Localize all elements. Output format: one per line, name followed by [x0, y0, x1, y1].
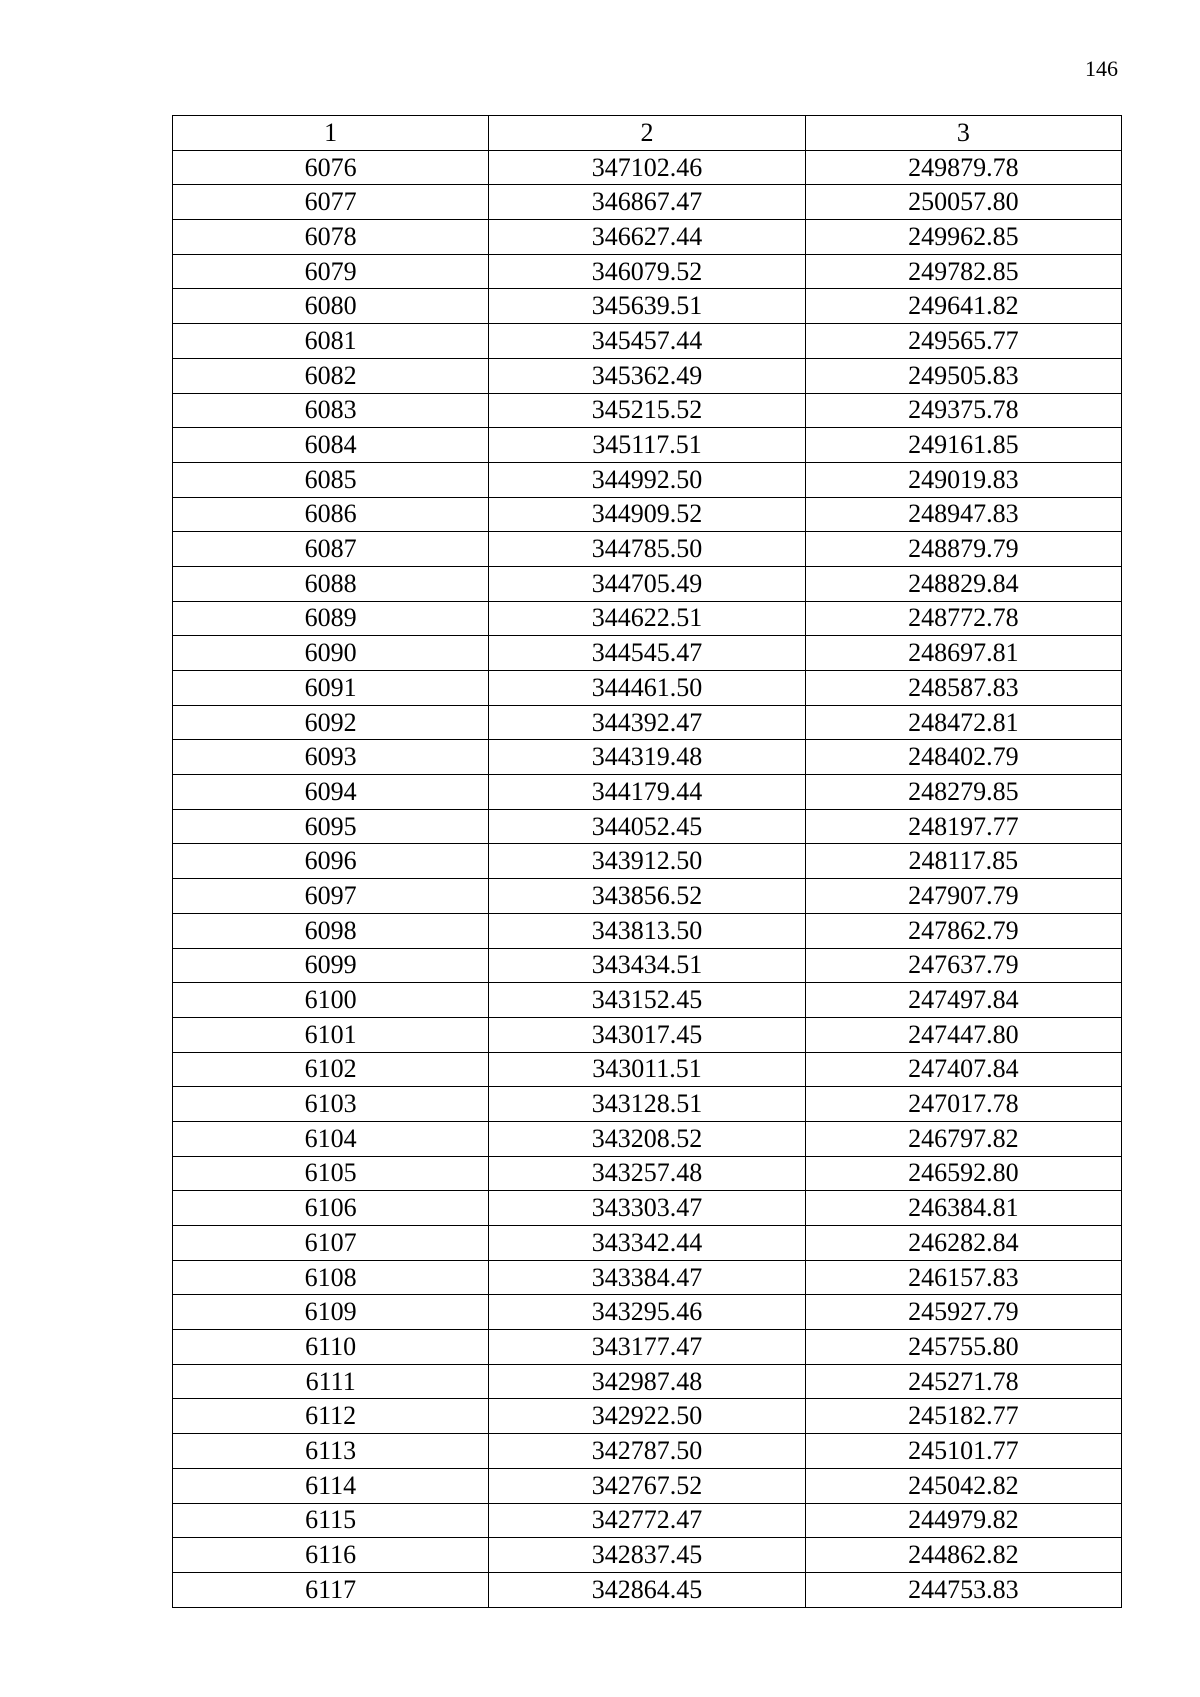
y-coordinate-cell: 248587.83	[805, 671, 1121, 706]
point-number-cell: 6100	[173, 983, 489, 1018]
x-coordinate-cell: 344319.48	[489, 740, 805, 775]
y-coordinate-cell: 249019.83	[805, 462, 1121, 497]
point-number-cell: 6082	[173, 358, 489, 393]
table-row	[173, 809, 1122, 844]
table-row	[173, 1572, 1122, 1607]
y-coordinate-cell: 246384.81	[805, 1191, 1121, 1226]
table-row	[173, 220, 1122, 255]
x-coordinate-cell: 344909.52	[489, 497, 805, 532]
y-coordinate-cell: 245042.82	[805, 1468, 1121, 1503]
x-coordinate-cell: 344392.47	[489, 705, 805, 740]
y-coordinate-cell: 248279.85	[805, 775, 1121, 810]
point-number-cell: 6096	[173, 844, 489, 879]
y-coordinate-cell: 249641.82	[805, 289, 1121, 324]
column-header: 1	[173, 116, 489, 151]
x-coordinate-cell: 345362.49	[489, 358, 805, 393]
y-coordinate-cell: 246157.83	[805, 1260, 1121, 1295]
y-coordinate-cell: 247907.79	[805, 879, 1121, 914]
y-coordinate-cell: 248772.78	[805, 601, 1121, 636]
point-number-cell: 6093	[173, 740, 489, 775]
point-number-cell: 6099	[173, 948, 489, 983]
y-coordinate-cell: 248829.84	[805, 566, 1121, 601]
table-row	[173, 913, 1122, 948]
table-row	[173, 1399, 1122, 1434]
point-number-cell: 6094	[173, 775, 489, 810]
x-coordinate-cell: 343257.48	[489, 1156, 805, 1191]
table-row	[173, 324, 1122, 359]
table-row	[173, 1052, 1122, 1087]
y-coordinate-cell: 246282.84	[805, 1226, 1121, 1261]
table-row	[173, 1295, 1122, 1330]
table-row	[173, 844, 1122, 879]
y-coordinate-cell: 244979.82	[805, 1503, 1121, 1538]
x-coordinate-cell: 347102.46	[489, 150, 805, 185]
y-coordinate-cell: 245101.77	[805, 1434, 1121, 1469]
point-number-cell: 6105	[173, 1156, 489, 1191]
y-coordinate-cell: 249505.83	[805, 358, 1121, 393]
x-coordinate-cell: 344705.49	[489, 566, 805, 601]
table-row	[173, 1087, 1122, 1122]
point-number-cell: 6079	[173, 254, 489, 289]
point-number-cell: 6117	[173, 1572, 489, 1607]
x-coordinate-cell: 345215.52	[489, 393, 805, 428]
y-coordinate-cell: 245927.79	[805, 1295, 1121, 1330]
point-number-cell: 6109	[173, 1295, 489, 1330]
point-number-cell: 6086	[173, 497, 489, 532]
point-number-cell: 6076	[173, 150, 489, 185]
table-body	[173, 150, 1122, 1607]
x-coordinate-cell: 342767.52	[489, 1468, 805, 1503]
x-coordinate-cell: 343384.47	[489, 1260, 805, 1295]
table-row	[173, 636, 1122, 671]
y-coordinate-cell: 247862.79	[805, 913, 1121, 948]
y-coordinate-cell: 249962.85	[805, 220, 1121, 255]
y-coordinate-cell: 248402.79	[805, 740, 1121, 775]
y-coordinate-cell: 244862.82	[805, 1538, 1121, 1573]
table-row	[173, 1191, 1122, 1226]
x-coordinate-cell: 343434.51	[489, 948, 805, 983]
point-number-cell: 6084	[173, 428, 489, 463]
table-row	[173, 1121, 1122, 1156]
y-coordinate-cell: 248472.81	[805, 705, 1121, 740]
page-number: 146	[1085, 56, 1118, 81]
x-coordinate-cell: 342864.45	[489, 1572, 805, 1607]
table-row	[173, 1260, 1122, 1295]
table-row	[173, 1468, 1122, 1503]
x-coordinate-cell: 343177.47	[489, 1330, 805, 1365]
x-coordinate-cell: 342787.50	[489, 1434, 805, 1469]
table-row	[173, 948, 1122, 983]
y-coordinate-cell: 249879.78	[805, 150, 1121, 185]
x-coordinate-cell: 342922.50	[489, 1399, 805, 1434]
y-coordinate-cell: 248697.81	[805, 636, 1121, 671]
table-row	[173, 705, 1122, 740]
x-coordinate-cell: 343813.50	[489, 913, 805, 948]
point-number-cell: 6091	[173, 671, 489, 706]
x-coordinate-cell: 346867.47	[489, 185, 805, 220]
x-coordinate-cell: 343128.51	[489, 1087, 805, 1122]
x-coordinate-cell: 345457.44	[489, 324, 805, 359]
x-coordinate-cell: 343011.51	[489, 1052, 805, 1087]
table-row	[173, 462, 1122, 497]
table-row	[173, 185, 1122, 220]
x-coordinate-cell: 344545.47	[489, 636, 805, 671]
point-number-cell: 6116	[173, 1538, 489, 1573]
point-number-cell: 6115	[173, 1503, 489, 1538]
y-coordinate-cell: 249161.85	[805, 428, 1121, 463]
point-number-cell: 6103	[173, 1087, 489, 1122]
table-row	[173, 1538, 1122, 1573]
x-coordinate-cell: 343303.47	[489, 1191, 805, 1226]
point-number-cell: 6080	[173, 289, 489, 324]
y-coordinate-cell: 248197.77	[805, 809, 1121, 844]
column-header: 3	[805, 116, 1121, 151]
table-row	[173, 601, 1122, 636]
y-coordinate-cell: 248947.83	[805, 497, 1121, 532]
table-row	[173, 566, 1122, 601]
point-number-cell: 6088	[173, 566, 489, 601]
y-coordinate-cell: 249565.77	[805, 324, 1121, 359]
table-row	[173, 740, 1122, 775]
x-coordinate-cell: 345117.51	[489, 428, 805, 463]
table-row	[173, 671, 1122, 706]
point-number-cell: 6083	[173, 393, 489, 428]
y-coordinate-cell: 245271.78	[805, 1364, 1121, 1399]
y-coordinate-cell: 245182.77	[805, 1399, 1121, 1434]
point-number-cell: 6101	[173, 1017, 489, 1052]
x-coordinate-cell: 343342.44	[489, 1226, 805, 1261]
table-row	[173, 393, 1122, 428]
x-coordinate-cell: 342987.48	[489, 1364, 805, 1399]
column-header: 2	[489, 116, 805, 151]
point-number-cell: 6102	[173, 1052, 489, 1087]
point-number-cell: 6085	[173, 462, 489, 497]
table-row	[173, 1330, 1122, 1365]
point-number-cell: 6092	[173, 705, 489, 740]
point-number-cell: 6106	[173, 1191, 489, 1226]
x-coordinate-cell: 344052.45	[489, 809, 805, 844]
table-row	[173, 150, 1122, 185]
point-number-cell: 6112	[173, 1399, 489, 1434]
point-number-cell: 6095	[173, 809, 489, 844]
table-row	[173, 1226, 1122, 1261]
point-number-cell: 6108	[173, 1260, 489, 1295]
table-row	[173, 1434, 1122, 1469]
y-coordinate-cell: 246797.82	[805, 1121, 1121, 1156]
x-coordinate-cell: 343912.50	[489, 844, 805, 879]
x-coordinate-cell: 344622.51	[489, 601, 805, 636]
y-coordinate-cell: 245755.80	[805, 1330, 1121, 1365]
y-coordinate-cell: 250057.80	[805, 185, 1121, 220]
table-row	[173, 254, 1122, 289]
x-coordinate-cell: 344992.50	[489, 462, 805, 497]
x-coordinate-cell: 344461.50	[489, 671, 805, 706]
x-coordinate-cell: 343856.52	[489, 879, 805, 914]
table-row	[173, 983, 1122, 1018]
y-coordinate-cell: 247017.78	[805, 1087, 1121, 1122]
table-row	[173, 358, 1122, 393]
y-coordinate-cell: 249375.78	[805, 393, 1121, 428]
point-number-cell: 6098	[173, 913, 489, 948]
table-row	[173, 428, 1122, 463]
table-row	[173, 1503, 1122, 1538]
y-coordinate-cell: 247447.80	[805, 1017, 1121, 1052]
y-coordinate-cell: 244753.83	[805, 1572, 1121, 1607]
point-number-cell: 6090	[173, 636, 489, 671]
point-number-cell: 6104	[173, 1121, 489, 1156]
y-coordinate-cell: 247407.84	[805, 1052, 1121, 1087]
y-coordinate-cell: 248879.79	[805, 532, 1121, 567]
point-number-cell: 6089	[173, 601, 489, 636]
y-coordinate-cell: 247497.84	[805, 983, 1121, 1018]
x-coordinate-cell: 343295.46	[489, 1295, 805, 1330]
table-row	[173, 532, 1122, 567]
point-number-cell: 6113	[173, 1434, 489, 1469]
point-number-cell: 6114	[173, 1468, 489, 1503]
point-number-cell: 6110	[173, 1330, 489, 1365]
y-coordinate-cell: 246592.80	[805, 1156, 1121, 1191]
table-header-row	[173, 116, 1122, 151]
table-row	[173, 289, 1122, 324]
x-coordinate-cell: 343208.52	[489, 1121, 805, 1156]
x-coordinate-cell: 346079.52	[489, 254, 805, 289]
point-number-cell: 6077	[173, 185, 489, 220]
x-coordinate-cell: 345639.51	[489, 289, 805, 324]
point-number-cell: 6078	[173, 220, 489, 255]
table-row	[173, 497, 1122, 532]
x-coordinate-cell: 343017.45	[489, 1017, 805, 1052]
table-row	[173, 1017, 1122, 1052]
y-coordinate-cell: 249782.85	[805, 254, 1121, 289]
x-coordinate-cell: 344785.50	[489, 532, 805, 567]
table-row	[173, 775, 1122, 810]
y-coordinate-cell: 247637.79	[805, 948, 1121, 983]
x-coordinate-cell: 342772.47	[489, 1503, 805, 1538]
table-row	[173, 1364, 1122, 1399]
table-row	[173, 879, 1122, 914]
point-number-cell: 6081	[173, 324, 489, 359]
x-coordinate-cell: 346627.44	[489, 220, 805, 255]
point-number-cell: 6097	[173, 879, 489, 914]
point-number-cell: 6107	[173, 1226, 489, 1261]
table-row	[173, 1156, 1122, 1191]
x-coordinate-cell: 344179.44	[489, 775, 805, 810]
coordinates-table	[172, 115, 1122, 1608]
y-coordinate-cell: 248117.85	[805, 844, 1121, 879]
x-coordinate-cell: 343152.45	[489, 983, 805, 1018]
x-coordinate-cell: 342837.45	[489, 1538, 805, 1573]
point-number-cell: 6087	[173, 532, 489, 567]
point-number-cell: 6111	[173, 1364, 489, 1399]
